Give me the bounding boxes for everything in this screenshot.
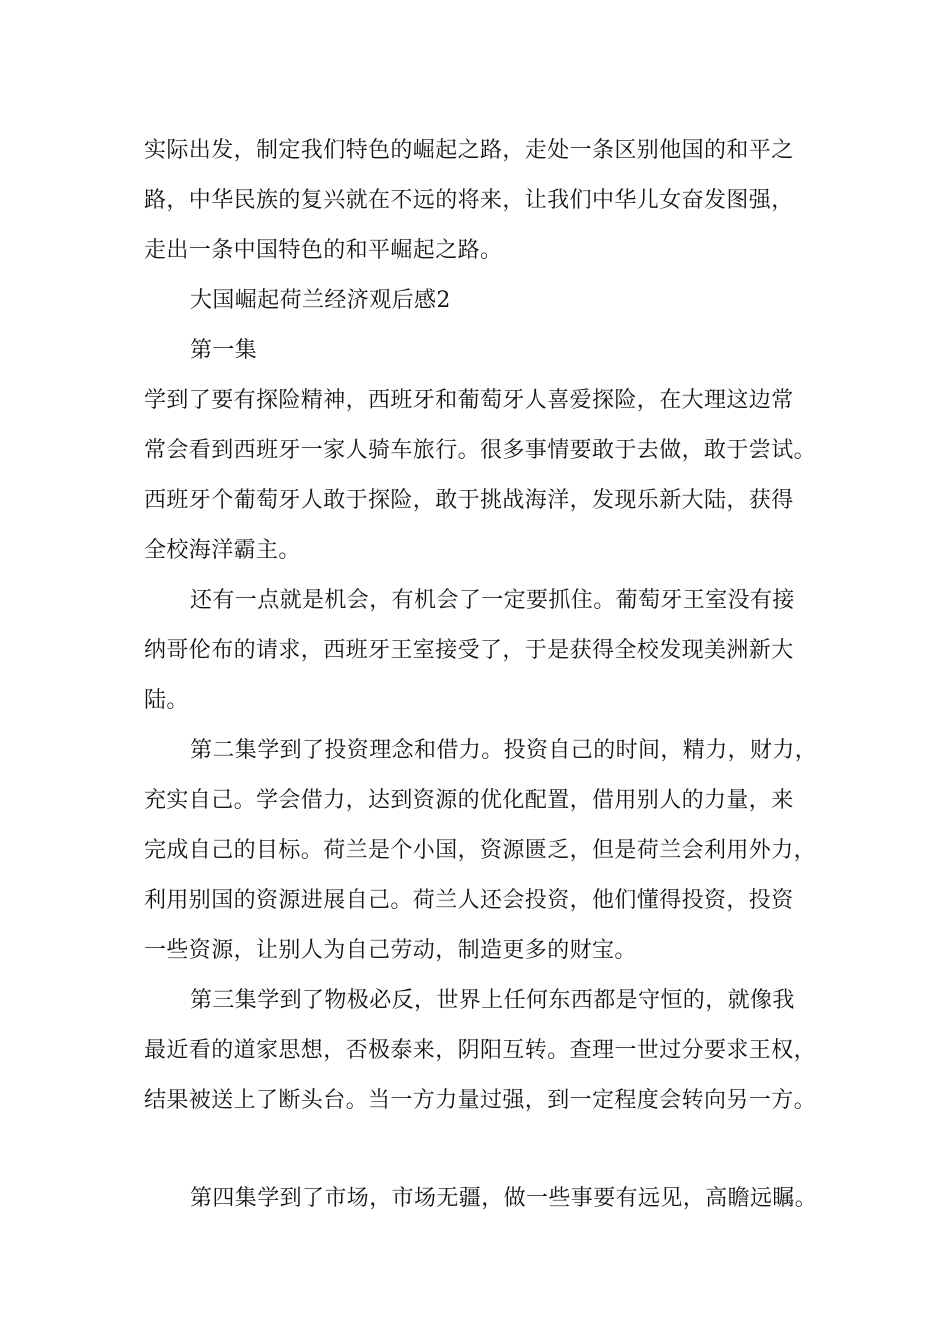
paragraph-line: 充实自己。学会借力，达到资源的优化配置，借用别人的力量，来 [144,788,794,813]
paragraph-line: 一些资源，让别人为自己劳动，制造更多的财宝。 [144,938,637,963]
paragraph-line: 走出一条中国特色的和平崛起之路。 [144,238,503,263]
paragraph-line: 路，中华民族的复兴就在不远的将来，让我们中华儿女奋发图强， [144,188,794,213]
paragraph-line: 第二集学到了投资理念和借力。投资自己的时间，精力，财力， [190,738,818,763]
paragraph-line: 还有一点就是机会，有机会了一定要抓住。葡萄牙王室没有接 [190,588,795,613]
paragraph-line: 利用别国的资源进展自己。荷兰人还会投资，他们懂得投资，投资 [144,888,794,913]
paragraph-line: 完成自己的目标。荷兰是个小国，资源匮乏，但是荷兰会利用外力， [144,838,817,863]
paragraph-line: 全校海洋霸主。 [144,538,301,563]
paragraph-line: 学到了要有探险精神，西班牙和葡萄牙人喜爱探险，在大理这边常 [144,388,794,413]
paragraph-line: 陆。 [144,688,189,713]
paragraph-line: 实际出发，制定我们特色的崛起之路，走处一条区别他国的和平之 [144,138,794,163]
paragraph-line: 结果被送上了断头台。当一方力量过强，到一定程度会转向另一方。 [144,1088,817,1113]
section-heading: 大国崛起荷兰经济观后感2 [190,288,451,313]
paragraph-line: 西班牙个葡萄牙人敢于探险，敢于挑战海洋，发现乐新大陆，获得 [144,488,794,513]
paragraph-line: 最近看的道家思想，否极泰来，阴阳互转。查理一世过分要求王权， [144,1038,817,1063]
paragraph-line: 纳哥伦布的请求，西班牙王室接受了，于是获得全校发现美洲新大 [144,638,794,663]
paragraph-line: 第四集学到了市场，市场无疆，做一些事要有远见，高瞻远瞩。 [190,1186,818,1211]
episode-heading: 第一集 [190,338,258,363]
paragraph-line: 常会看到西班牙一家人骑车旅行。很多事情要敢于去做，敢于尝试。 [144,438,817,463]
paragraph-line: 第三集学到了物极必反，世界上任何东西都是守恒的，就像我 [190,988,795,1013]
